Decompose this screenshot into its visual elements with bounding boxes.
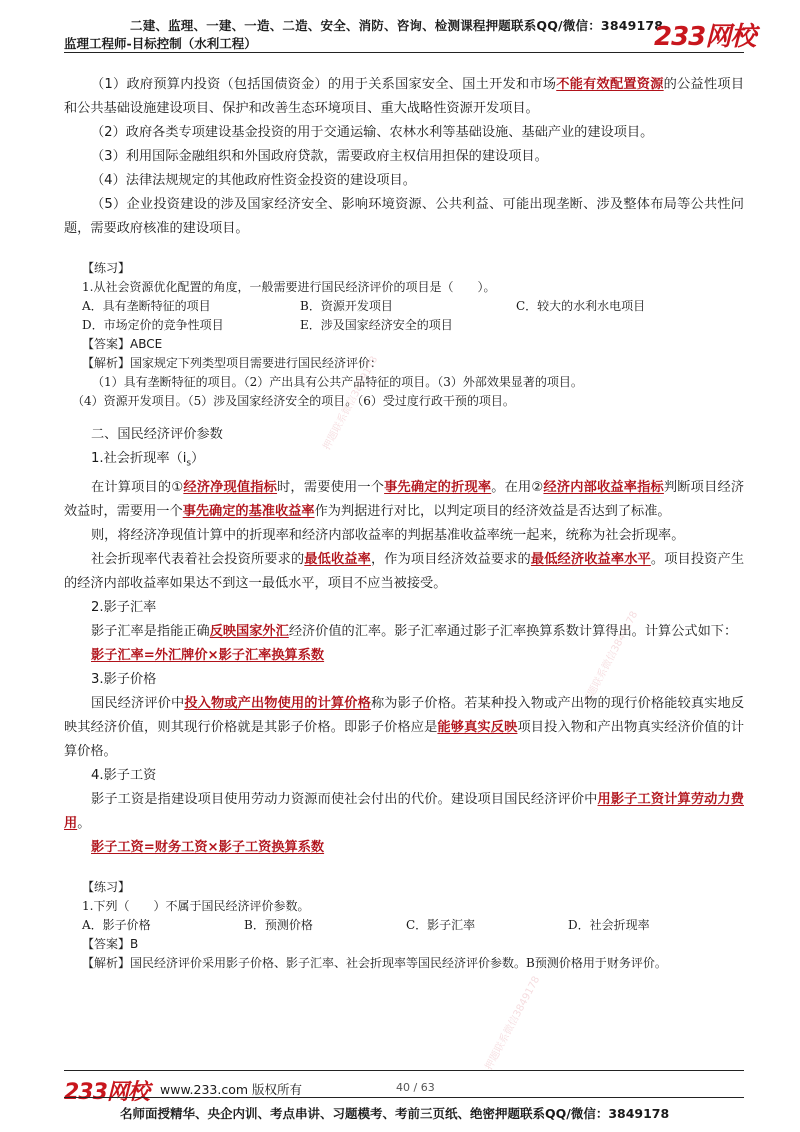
- header-rule: [64, 52, 744, 53]
- option-c: C．较大的水利水电项目: [516, 299, 646, 313]
- subsection-1-para-1: 在计算项目的①经济净现值指标时，需要使用一个事先确定的折现率。在用②经济内部收益率指标判断项目经济效益时，需要用一个事先确定的基准收益率作为判据进行对比，以判定项目的经济效益是否达到了标准。: [64, 479, 745, 519]
- header-course-title: 监理工程师-目标控制（水利工程）: [64, 36, 257, 51]
- practice-heading: 【练习】: [82, 261, 131, 275]
- highlight-text: 最低收益率: [304, 551, 371, 567]
- practice-answer: 【答案】ABCE: [82, 337, 163, 351]
- subsection-1-para-3: 社会折现率代表着社会投资所要求的最低收益率，作为项目经济效益要求的最低经济收益率水平。项目投资产生的经济内部收益率如果达不到这一最低水平，项目不应当被接受。: [64, 551, 745, 591]
- practice-analysis: 【解析】国民经济评价采用影子价格、影子汇率、社会折现率等国民经济评价参数。B预测价格用于财务评价。: [82, 955, 667, 970]
- highlight-text: 最低经济收益率水平: [530, 551, 651, 567]
- page-content: [64, 73, 744, 973]
- highlight-text: 用影子工资计算劳动力费用: [64, 791, 744, 831]
- intro-item-1: （1）政府预算内投资（包括国债资金）的用于关系国家安全、国土开发和市场不能有效配置资源的公益性项目和公共基础设施建设项目、保护和改善生态环境项目、重大战略性资源开发项目。: [64, 77, 745, 116]
- option-d: D．社会折现率: [568, 917, 650, 932]
- practice-analysis-line-2: （1）具有垄断特征的项目。（2）产出具有公共产品特征的项目。（3）外部效果显著的项目。: [92, 375, 583, 389]
- practice-options-row: [64, 916, 744, 935]
- footer-rule-2: [64, 1097, 744, 1098]
- subsection-2-para-1: 影子汇率是指能正确反映国家外汇经济价值的汇率。影子汇率通过影子汇率换算系数计算得出。计算公式如下：: [91, 623, 738, 639]
- footer-contact-line: 名师面授精华、央企内训、考点串讲、习题模考、考前三页纸、绝密押题联系QQ/微信：3849178: [120, 1106, 670, 1121]
- practice-options-row-2: [64, 316, 744, 335]
- highlight-text: 不能有效配置资源: [556, 77, 664, 92]
- watermark-2: 押题联系微信3849178: [581, 609, 641, 708]
- option-e: E．涉及国家经济安全的项目: [300, 318, 453, 332]
- practice-question: 1.从社会资源优化配置的角度，一般需要进行国民经济评价的项目是（ ）。: [82, 280, 496, 294]
- header-logo: 233网校: [654, 22, 756, 52]
- highlight-text: 事先确定的折现率: [384, 479, 492, 495]
- footer-rule: [64, 1070, 744, 1071]
- option-a: A．具有垄断特征的项目: [82, 299, 211, 313]
- option-d: D．市场定价的竞争性项目: [82, 318, 224, 332]
- subsection-1-title: 1.社会折现率$(i_s)$: [91, 451, 205, 469]
- option-c: C．影子汇率: [406, 917, 476, 932]
- practice-answer: 【答案】B: [82, 936, 139, 951]
- highlight-text: 经济净现值指标: [183, 479, 278, 495]
- practice-block-1: [64, 259, 744, 411]
- practice-analysis: 【解析】国家规定下列类型项目需要进行国民经济评价：: [82, 356, 383, 370]
- intro-item-2: （2）政府各类专项建设基金投资的用于交通运输、农林水利等基础设施、基础产业的建设项目。: [91, 125, 654, 140]
- subsection-3-title: 3.影子价格: [91, 671, 157, 687]
- intro-item-5: （5）企业投资建设的涉及国家经济安全、影响环境资源、公共利益、可能出现垄断、涉及整体布局等公共性问题，需要政府核准的建设项目。: [64, 197, 744, 236]
- option-a: A．影子价格: [82, 917, 151, 932]
- highlight-text: 事先确定的基准收益率: [182, 503, 315, 519]
- header-contact-line: 二建、监理、一建、一造、二造、安全、消防、咨询、检测课程押题联系QQ/微信：3849178: [130, 18, 664, 33]
- subsection-4-formula: 影子工资=财务工资×影子工资换算系数: [91, 839, 325, 855]
- option-b: B．预测价格: [244, 917, 313, 932]
- watermark-1: 押题联系微信3849178: [321, 354, 381, 453]
- subsection-4-para-1: 影子工资是指建设项目使用劳动力资源而使社会付出的代价。建设项目国民经济评价中用影子工资计算劳动力费用。: [64, 791, 744, 831]
- subsection-3-para-1: 国民经济评价中投入物或产出物使用的计算价格称为影子价格。若某种投入物或产出物的现行价格能较真实地反映其经济价值，则其现行价格就是其影子价格。即影子价格应是能够真实反映项目投入物和产出物真实经济价值的计算价格。: [64, 695, 745, 759]
- practice-question: 1.下列（ ）不属于国民经济评价参数。: [82, 898, 310, 913]
- page-number: 40 / 63: [396, 1081, 435, 1094]
- practice-heading: 【练习】: [82, 879, 131, 894]
- subsection-1-para-2: 则，将经济净现值计算中的折现率和经济内部收益率的判据基准收益率统一起来，统称为社会折现率。: [91, 527, 685, 543]
- highlight-text: 投入物或产出物使用的计算价格: [184, 695, 371, 711]
- intro-item-3: （3）利用国际金融组织和外国政府贷款，需要政府主权信用担保的建设项目。: [91, 149, 548, 164]
- practice-block-2: [64, 878, 744, 973]
- intro-item-4: （4）法律法规规定的其他政府性资金投资的建设项目。: [91, 173, 416, 188]
- footer-copyright: www.233.com 版权所有: [160, 1082, 302, 1097]
- practice-analysis-line-3: （4）资源开发项目。（5）涉及国家经济安全的项目。（6）受过度行政干预的项目。: [72, 394, 515, 408]
- subsection-2-title: 2.影子汇率: [91, 599, 157, 615]
- subsection-2-formula: 影子汇率=外汇牌价×影子汇率换算系数: [91, 647, 325, 663]
- subsection-4-title: 4.影子工资: [91, 767, 157, 783]
- option-b: B．资源开发项目: [300, 299, 393, 313]
- highlight-text: 能够真实反映: [437, 719, 518, 735]
- practice-options-row-1: [64, 297, 744, 316]
- footer-logo: 233网校: [64, 1080, 149, 1105]
- watermark-3: 押题联系微信3849178: [483, 974, 543, 1073]
- section-title: 二、国民经济评价参数: [91, 427, 223, 442]
- highlight-text: 经济内部收益率指标: [543, 479, 664, 495]
- highlight-text: 反映国家外汇: [209, 623, 289, 639]
